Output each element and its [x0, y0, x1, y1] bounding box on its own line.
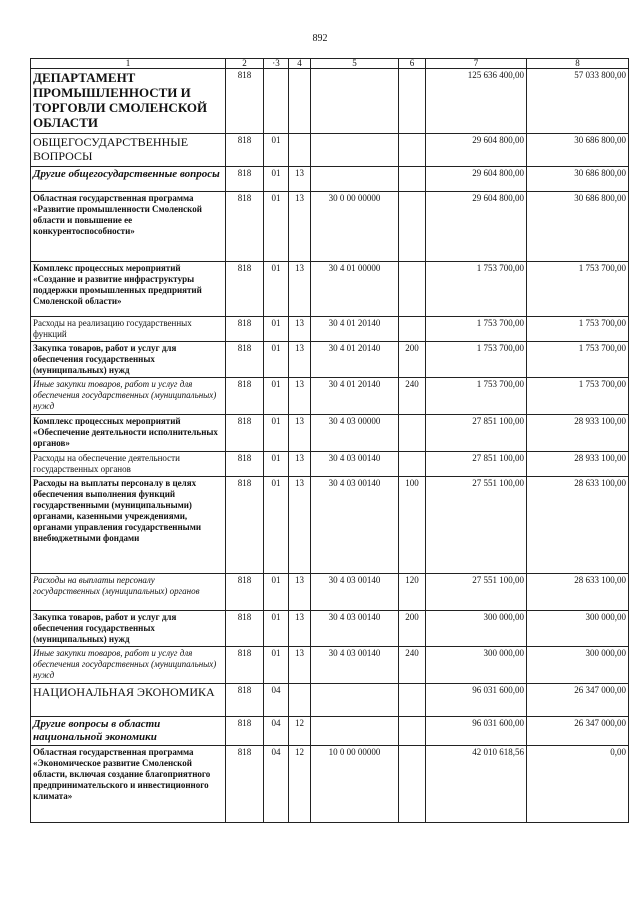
row-name-cell: Областная государственная программа «Развитие промышленности Смоленской области и повышение ее конкурентоспособности» — [31, 192, 226, 262]
row-amount-cell: 30 686 800,00 — [527, 134, 629, 167]
row-amount-cell: 26 347 000,00 — [527, 717, 629, 746]
row-amount-cell: 29 604 800,00 — [426, 192, 527, 262]
row-code-cell: 818 — [226, 134, 264, 167]
header-cell: 1 — [31, 59, 226, 69]
row-name-cell: Расходы на реализацию государственных функций — [31, 317, 226, 342]
row-code-cell: 818 — [226, 342, 264, 378]
row-section-cell: 01 — [264, 415, 289, 452]
table-row — [31, 477, 629, 574]
row-amount-cell: 1 753 700,00 — [527, 342, 629, 378]
row-code-cell: 818 — [226, 684, 264, 717]
row-amount-cell: 300 000,00 — [527, 611, 629, 647]
row-code-cell: 818 — [226, 746, 264, 823]
table-row — [31, 342, 629, 378]
row-subsection-cell: 13 — [289, 317, 311, 342]
row-target-cell: 30 0 00 00000 — [311, 192, 399, 262]
row-subsection-cell — [289, 134, 311, 167]
row-amount-cell: 1 753 700,00 — [527, 378, 629, 415]
budget-table — [30, 58, 629, 823]
row-amount-cell: 57 033 800,00 — [527, 69, 629, 134]
row-type-cell: 200 — [399, 611, 426, 647]
row-subsection-cell: 12 — [289, 717, 311, 746]
row-target-cell: 30 4 03 00140 — [311, 477, 399, 574]
table-row — [31, 647, 629, 684]
row-code-cell: 818 — [226, 262, 264, 317]
header-cell: ·3 — [264, 59, 289, 69]
row-code-cell: 818 — [226, 415, 264, 452]
row-amount-cell: 28 633 100,00 — [527, 574, 629, 611]
row-amount-cell: 42 010 618,56 — [426, 746, 527, 823]
row-type-cell: 100 — [399, 477, 426, 574]
row-target-cell — [311, 134, 399, 167]
row-subsection-cell: 13 — [289, 378, 311, 415]
header-cell: 5 — [311, 59, 399, 69]
row-subsection-cell: 12 — [289, 746, 311, 823]
row-section-cell: 04 — [264, 684, 289, 717]
row-subsection-cell: 13 — [289, 477, 311, 574]
row-amount-cell: 1 753 700,00 — [527, 262, 629, 317]
row-type-cell — [399, 192, 426, 262]
row-section-cell: 01 — [264, 262, 289, 317]
row-target-cell — [311, 167, 399, 192]
row-subsection-cell — [289, 69, 311, 134]
header-cell: 2 — [226, 59, 264, 69]
row-amount-cell: 27 551 100,00 — [426, 477, 527, 574]
row-name-cell: Иные закупки товаров, работ и услуг для обеспечения государственных (муниципальных) нужд — [31, 647, 226, 684]
row-code-cell: 818 — [226, 167, 264, 192]
row-amount-cell: 0,00 — [527, 746, 629, 823]
row-amount-cell: 1 753 700,00 — [426, 342, 527, 378]
row-amount-cell: 125 636 400,00 — [426, 69, 527, 134]
row-target-cell — [311, 717, 399, 746]
row-type-cell — [399, 415, 426, 452]
row-name-cell: НАЦИОНАЛЬНАЯ ЭКОНОМИКА — [31, 684, 226, 717]
row-code-cell: 818 — [226, 611, 264, 647]
row-target-cell: 30 4 03 00140 — [311, 574, 399, 611]
table-row — [31, 134, 629, 167]
row-section-cell: 01 — [264, 192, 289, 262]
row-amount-cell: 28 933 100,00 — [527, 415, 629, 452]
table-row — [31, 69, 629, 134]
row-amount-cell: 300 000,00 — [527, 647, 629, 684]
row-name-cell: Комплекс процессных мероприятий «Создание и развитие инфраструктуры поддержки промышленных предприятий Смоленской области» — [31, 262, 226, 317]
row-section-cell: 01 — [264, 134, 289, 167]
row-type-cell: 240 — [399, 378, 426, 415]
row-amount-cell: 26 347 000,00 — [527, 684, 629, 717]
row-section-cell: 01 — [264, 452, 289, 477]
row-section-cell: 04 — [264, 746, 289, 823]
row-name-cell: Расходы на обеспечение деятельности государственных органов — [31, 452, 226, 477]
row-amount-cell: 27 851 100,00 — [426, 415, 527, 452]
row-code-cell: 818 — [226, 192, 264, 262]
row-name-cell: Иные закупки товаров, работ и услуг для обеспечения государственных (муниципальных) нужд — [31, 378, 226, 415]
table-row — [31, 415, 629, 452]
row-type-cell: 200 — [399, 342, 426, 378]
row-type-cell — [399, 717, 426, 746]
row-code-cell: 818 — [226, 317, 264, 342]
row-amount-cell: 28 933 100,00 — [527, 452, 629, 477]
header-cell: 7 — [426, 59, 527, 69]
row-amount-cell: 300 000,00 — [426, 647, 527, 684]
row-code-cell: 818 — [226, 647, 264, 684]
row-subsection-cell: 13 — [289, 262, 311, 317]
row-section-cell: 01 — [264, 342, 289, 378]
table-row — [31, 192, 629, 262]
table-row — [31, 167, 629, 192]
row-target-cell: 10 0 00 00000 — [311, 746, 399, 823]
row-type-cell — [399, 746, 426, 823]
table-row — [31, 378, 629, 415]
row-target-cell: 30 4 01 20140 — [311, 342, 399, 378]
row-target-cell: 30 4 03 00140 — [311, 611, 399, 647]
table-row — [31, 574, 629, 611]
row-name-cell: Другие общегосударственные вопросы — [31, 167, 226, 192]
row-amount-cell: 30 686 800,00 — [527, 167, 629, 192]
row-section-cell: 01 — [264, 167, 289, 192]
row-name-cell: Комплекс процессных мероприятий «Обеспечение деятельности исполнительных органов» — [31, 415, 226, 452]
table-row — [31, 684, 629, 717]
row-name-cell: Областная государственная программа «Экономическое развитие Смоленской области, включая создание благоприятного предпринимательского и инвестиционного климата» — [31, 746, 226, 823]
row-amount-cell: 96 031 600,00 — [426, 684, 527, 717]
row-type-cell — [399, 69, 426, 134]
row-section-cell: 01 — [264, 574, 289, 611]
row-target-cell: 30 4 03 00000 — [311, 415, 399, 452]
row-amount-cell: 28 633 100,00 — [527, 477, 629, 574]
table-row — [31, 262, 629, 317]
header-cell: 6 — [399, 59, 426, 69]
row-code-cell: 818 — [226, 574, 264, 611]
row-section-cell: 01 — [264, 477, 289, 574]
row-amount-cell: 1 753 700,00 — [426, 262, 527, 317]
row-amount-cell: 29 604 800,00 — [426, 167, 527, 192]
row-section-cell: 01 — [264, 378, 289, 415]
row-name-cell: Закупка товаров, работ и услуг для обеспечения государственных (муниципальных) нужд — [31, 342, 226, 378]
row-target-cell: 30 4 01 20140 — [311, 378, 399, 415]
row-type-cell — [399, 684, 426, 717]
row-code-cell: 818 — [226, 452, 264, 477]
table-row — [31, 452, 629, 477]
row-subsection-cell: 13 — [289, 574, 311, 611]
row-amount-cell: 300 000,00 — [426, 611, 527, 647]
row-code-cell: 818 — [226, 378, 264, 415]
row-type-cell — [399, 167, 426, 192]
table-row — [31, 317, 629, 342]
row-amount-cell: 1 753 700,00 — [426, 317, 527, 342]
row-section-cell: 01 — [264, 647, 289, 684]
row-target-cell: 30 4 03 00140 — [311, 647, 399, 684]
row-amount-cell: 1 753 700,00 — [527, 317, 629, 342]
row-amount-cell: 27 551 100,00 — [426, 574, 527, 611]
row-subsection-cell: 13 — [289, 611, 311, 647]
row-subsection-cell: 13 — [289, 167, 311, 192]
page-number: 892 — [312, 33, 328, 44]
row-target-cell — [311, 684, 399, 717]
row-subsection-cell: 13 — [289, 415, 311, 452]
row-code-cell: 818 — [226, 717, 264, 746]
row-type-cell — [399, 134, 426, 167]
row-type-cell — [399, 262, 426, 317]
row-subsection-cell: 13 — [289, 647, 311, 684]
table-row — [31, 746, 629, 823]
row-target-cell — [311, 69, 399, 134]
row-amount-cell: 29 604 800,00 — [426, 134, 527, 167]
header-row — [31, 59, 629, 69]
row-type-cell — [399, 452, 426, 477]
row-subsection-cell: 13 — [289, 342, 311, 378]
row-subsection-cell — [289, 684, 311, 717]
row-target-cell: 30 4 01 00000 — [311, 262, 399, 317]
row-section-cell: 01 — [264, 611, 289, 647]
row-amount-cell: 1 753 700,00 — [426, 378, 527, 415]
row-name-cell: ДЕПАРТАМЕНТ ПРОМЫШЛЕННОСТИ И ТОРГОВЛИ СМОЛЕНСКОЙ ОБЛАСТИ — [31, 69, 226, 134]
row-name-cell: Расходы на выплаты персоналу в целях обеспечения выполнения функций государственными (муниципальными) органами, казенными учреждениями, органами управления государственными внебюджетными фондами — [31, 477, 226, 574]
table-row — [31, 611, 629, 647]
row-amount-cell: 30 686 800,00 — [527, 192, 629, 262]
row-target-cell: 30 4 01 20140 — [311, 317, 399, 342]
row-name-cell: Закупка товаров, работ и услуг для обеспечения государственных (муниципальных) нужд — [31, 611, 226, 647]
row-section-cell: 04 — [264, 717, 289, 746]
row-type-cell: 120 — [399, 574, 426, 611]
row-name-cell: ОБЩЕГОСУДАРСТВЕННЫЕ ВОПРОСЫ — [31, 134, 226, 167]
row-type-cell — [399, 317, 426, 342]
row-subsection-cell: 13 — [289, 192, 311, 262]
row-name-cell: Расходы на выплаты персоналу государственных (муниципальных) органов — [31, 574, 226, 611]
header-cell: 8 — [527, 59, 629, 69]
table-row — [31, 717, 629, 746]
row-amount-cell: 96 031 600,00 — [426, 717, 527, 746]
row-amount-cell: 27 851 100,00 — [426, 452, 527, 477]
row-section-cell: 01 — [264, 317, 289, 342]
row-code-cell: 818 — [226, 477, 264, 574]
row-type-cell: 240 — [399, 647, 426, 684]
row-subsection-cell: 13 — [289, 452, 311, 477]
row-code-cell: 818 — [226, 69, 264, 134]
row-section-cell — [264, 69, 289, 134]
row-target-cell: 30 4 03 00140 — [311, 452, 399, 477]
row-name-cell: Другие вопросы в области национальной экономики — [31, 717, 226, 746]
header-cell: 4 — [289, 59, 311, 69]
